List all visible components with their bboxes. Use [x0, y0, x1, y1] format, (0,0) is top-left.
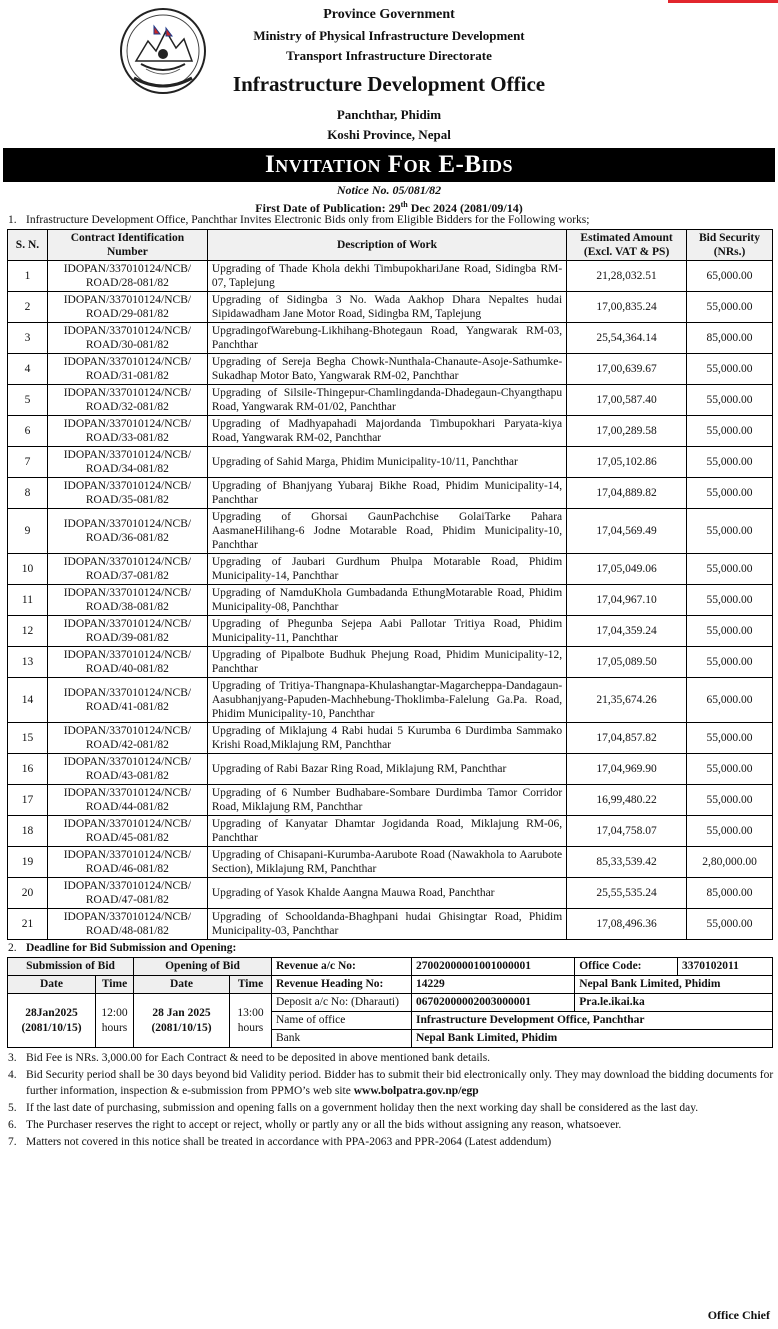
- row-description: Upgrading of Chisapani-Kurumba-Aarubote Road (Nawakhola to Aarubote Section), Miklajung RM, Panchthar: [207, 847, 566, 878]
- row-sn: 3: [8, 323, 48, 354]
- row-security: 85,000.00: [687, 878, 773, 909]
- row-contract-id: IDOPAN/337010124/NCB/ ROAD/39-081/82: [47, 616, 207, 647]
- table-row: [8, 678, 773, 723]
- note-num: 5.: [8, 1102, 17, 1114]
- table-row: [8, 585, 773, 616]
- row-contract-id: IDOPAN/337010124/NCB/ ROAD/34-081/82: [47, 447, 207, 478]
- row-security: 55,000.00: [687, 754, 773, 785]
- table-row: [8, 261, 773, 292]
- table-row: [8, 416, 773, 447]
- open-time-label: Time: [230, 976, 272, 994]
- note-link[interactable]: www.bolpatra.gov.np/egp: [353, 1085, 479, 1097]
- deadline-num: 2.: [8, 942, 17, 954]
- row-sn: 21: [8, 909, 48, 940]
- row-contract-id: IDOPAN/337010124/NCB/ ROAD/38-081/82: [47, 585, 207, 616]
- table-row: [8, 354, 773, 385]
- office-code-label: Office Code:: [575, 958, 678, 976]
- row-contract-id: IDOPAN/337010124/NCB/ ROAD/48-081/82: [47, 909, 207, 940]
- row-sn: 15: [8, 723, 48, 754]
- row-sn: 8: [8, 478, 48, 509]
- row-description: Upgrading of Bhanjyang Yubaraj Bikhe Road, Phidim Municipality-14, Panchthar: [207, 478, 566, 509]
- row-sn: 10: [8, 554, 48, 585]
- row-contract-id: IDOPAN/337010124/NCB/ ROAD/42-081/82: [47, 723, 207, 754]
- row-security: 55,000.00: [687, 292, 773, 323]
- row-contract-id: IDOPAN/337010124/NCB/ ROAD/29-081/82: [47, 292, 207, 323]
- intro-paragraph: [4, 213, 774, 227]
- sub-date-label: Date: [8, 976, 96, 994]
- row-contract-id: IDOPAN/337010124/NCB/ ROAD/40-081/82: [47, 647, 207, 678]
- row-security: 2,80,000.00: [687, 847, 773, 878]
- row-description: Upgrading of Sahid Marga, Phidim Municipality-10/11, Panchthar: [207, 447, 566, 478]
- row-amount: 17,08,496.36: [567, 909, 687, 940]
- row-security: 55,000.00: [687, 616, 773, 647]
- signoff: Office Chief: [707, 1308, 770, 1322]
- notes-list: [4, 1050, 774, 1150]
- row-amount: 17,04,889.82: [567, 478, 687, 509]
- row-description: Upgrading of Pipalbote Budhuk Phejung Road, Phidim Municipality-12, Panchthar: [207, 647, 566, 678]
- open-date-label: Date: [134, 976, 230, 994]
- header-line-1: Province Government: [323, 7, 455, 22]
- row-contract-id: IDOPAN/337010124/NCB/ ROAD/36-081/82: [47, 509, 207, 554]
- note-item: [4, 1134, 774, 1150]
- row-amount: 25,54,364.14: [567, 323, 687, 354]
- row-security: 65,000.00: [687, 678, 773, 723]
- row-sn: 1: [8, 261, 48, 292]
- note-item: [4, 1117, 774, 1133]
- row-sn: 12: [8, 616, 48, 647]
- table-row: [8, 323, 773, 354]
- header-desc: Description of Work: [207, 230, 566, 261]
- row-contract-id: IDOPAN/337010124/NCB/ ROAD/37-081/82: [47, 554, 207, 585]
- publication-date: [4, 197, 774, 213]
- table-header-row: [8, 230, 773, 261]
- submission-time: 12:00 hours: [96, 994, 134, 1048]
- row-description: Upgrading of Tritiya-Thangnapa-Khulashangtar-Magarcheppa-Dandagaun-Aasubhanjyang-Papuden-Machhebung-Thoklimba-Falelung Ga.Pa. Road, Phidim Municipality-10, Panchthar: [207, 678, 566, 723]
- row-amount: 17,04,758.07: [567, 816, 687, 847]
- table-row: [8, 292, 773, 323]
- row-security: 55,000.00: [687, 478, 773, 509]
- row-contract-id: IDOPAN/337010124/NCB/ ROAD/47-081/82: [47, 878, 207, 909]
- note-text: Bid Fee is NRs. 3,000.00 for Each Contract & need to be deposited in above mentioned bank details.: [26, 1052, 491, 1064]
- row-contract-id: IDOPAN/337010124/NCB/ ROAD/35-081/82: [47, 478, 207, 509]
- row-security: 55,000.00: [687, 416, 773, 447]
- row-security: 65,000.00: [687, 261, 773, 292]
- row-description: Upgrading of Rabi Bazar Ring Road, Miklajung RM, Panchthar: [207, 754, 566, 785]
- row-description: Upgrading of Ghorsai GaunPachchise GolaiTarke Pahara AasmaneHilihang-6 Jodne Motarable Road, Phidim Municipality-10, Panchthar: [207, 509, 566, 554]
- row-amount: 17,04,967.10: [567, 585, 687, 616]
- banner-title: Invitation For E-Bids: [3, 148, 775, 182]
- row-amount: 85,33,539.42: [567, 847, 687, 878]
- row-sn: 11: [8, 585, 48, 616]
- table-row: [8, 385, 773, 416]
- table-row: [8, 647, 773, 678]
- row-sn: 6: [8, 416, 48, 447]
- address-line-1: Panchthar, Phidim: [336, 107, 442, 122]
- note-num: 7.: [8, 1136, 17, 1148]
- row-amount: 17,05,102.86: [567, 447, 687, 478]
- header-amount: Estimated Amount (Excl. VAT & PS): [567, 230, 687, 261]
- row-security: 55,000.00: [687, 585, 773, 616]
- row-sn: 17: [8, 785, 48, 816]
- table-row: [8, 447, 773, 478]
- row-sn: 2: [8, 292, 48, 323]
- deadline-table: [7, 957, 773, 1048]
- pub-sup: th: [400, 200, 408, 209]
- note-item: [4, 1050, 774, 1066]
- note-item: [4, 1100, 774, 1116]
- deposit-extra: Pra.le.ikai.ka: [575, 994, 773, 1012]
- pub-suffix: Dec 2024 (2081/09/14): [407, 201, 523, 215]
- row-amount: 16,99,480.22: [567, 785, 687, 816]
- table-row: [8, 554, 773, 585]
- row-security: 55,000.00: [687, 909, 773, 940]
- note-num: 4.: [8, 1069, 17, 1081]
- note-text: If the last date of purchasing, submission and opening falls on a government holiday then the next working day shall be considered as the last day.: [26, 1102, 699, 1114]
- row-amount: 17,04,857.82: [567, 723, 687, 754]
- table-row: [8, 509, 773, 554]
- row-security: 55,000.00: [687, 816, 773, 847]
- table-row: [8, 878, 773, 909]
- office-title: Infrastructure Development Office: [232, 72, 546, 96]
- table-row: [8, 785, 773, 816]
- revenue-ac-value: 27002000001001000001: [412, 958, 575, 976]
- table-row: [8, 909, 773, 940]
- table-row: [8, 816, 773, 847]
- note-text: Bid Security period shall be 30 days beyond bid Validity period. Bidder has to submit their bid electronically only. They may download the bidding documents for further information, inspection & e-submission from PPMO’s web site: [26, 1069, 774, 1097]
- note-text: Matters not covered in this notice shall be treated in accordance with PPA-2063 and PPR-2064 (Latest addendum): [26, 1136, 552, 1148]
- sub-time-label: Time: [96, 976, 134, 994]
- row-description: Upgrading of Thade Khola dekhi TimbupokhariJane Road, Sidingba RM-07, Taplejung: [207, 261, 566, 292]
- office-name-label: Name of office: [272, 1012, 412, 1030]
- table-row: [8, 478, 773, 509]
- row-security: 55,000.00: [687, 554, 773, 585]
- row-amount: 25,55,535.24: [567, 878, 687, 909]
- deposit-value: 06702000002003000001: [412, 994, 575, 1012]
- row-description: Upgrading of Silsile-Thingepur-Chamlingdanda-Dhadegaun-Chyangthapu Road, Yangwarak RM-01/02, Panchthar: [207, 385, 566, 416]
- row-description: Upgrading of Phegunba Sejepa Aabi Pallotar Tritiya Road, Phidim Municipality-11, Panchthar: [207, 616, 566, 647]
- table-row: [8, 616, 773, 647]
- row-amount: 21,35,674.26: [567, 678, 687, 723]
- office-name-value: Infrastructure Development Office, Panchthar: [412, 1012, 773, 1030]
- row-contract-id: IDOPAN/337010124/NCB/ ROAD/43-081/82: [47, 754, 207, 785]
- row-contract-id: IDOPAN/337010124/NCB/ ROAD/41-081/82: [47, 678, 207, 723]
- row-security: 55,000.00: [687, 723, 773, 754]
- header-line-2: Ministry of Physical Infrastructure Development: [253, 28, 525, 43]
- row-amount: 17,00,587.40: [567, 385, 687, 416]
- note-body: [26, 1067, 774, 1099]
- row-contract-id: IDOPAN/337010124/NCB/ ROAD/28-081/82: [47, 261, 207, 292]
- row-amount: 21,28,032.51: [567, 261, 687, 292]
- works-table: [7, 229, 773, 940]
- row-security: 55,000.00: [687, 447, 773, 478]
- note-body: [26, 1134, 551, 1150]
- deposit-label: Deposit a/c No: (Dharauti): [272, 994, 412, 1012]
- row-amount: 17,04,569.49: [567, 509, 687, 554]
- row-amount: 17,04,359.24: [567, 616, 687, 647]
- table-row: [8, 723, 773, 754]
- row-security: 55,000.00: [687, 385, 773, 416]
- row-sn: 9: [8, 509, 48, 554]
- header-id: Contract Identification Number: [47, 230, 207, 261]
- bank-value: Nepal Bank Limited, Phidim: [412, 1030, 773, 1048]
- row-security: 55,000.00: [687, 354, 773, 385]
- row-amount: 17,00,639.67: [567, 354, 687, 385]
- row-description: Upgrading of 6 Number Budhabare-Sombare Durdimba Tamor Corridor Road, Miklajung RM, Panchthar: [207, 785, 566, 816]
- header-security: Bid Security (NRs.): [687, 230, 773, 261]
- row-sn: 7: [8, 447, 48, 478]
- note-num: 6.: [8, 1119, 17, 1131]
- row-contract-id: IDOPAN/337010124/NCB/ ROAD/32-081/82: [47, 385, 207, 416]
- header: [4, 0, 774, 148]
- note-item: [4, 1067, 774, 1099]
- row-contract-id: IDOPAN/337010124/NCB/ ROAD/33-081/82: [47, 416, 207, 447]
- row-contract-id: IDOPAN/337010124/NCB/ ROAD/45-081/82: [47, 816, 207, 847]
- opening-time: 13:00 hours: [230, 994, 272, 1048]
- row-description: Upgrading of Miklajung 4 Rabi hudai 5 Kurumba 6 Durdimba Sammako Krishi Road,Miklajung RM, Panchthar: [207, 723, 566, 754]
- row-sn: 4: [8, 354, 48, 385]
- row-amount: 17,00,289.58: [567, 416, 687, 447]
- note-body: [26, 1050, 490, 1066]
- row-sn: 14: [8, 678, 48, 723]
- deadline-title: Deadline for Bid Submission and Opening:: [26, 942, 237, 954]
- header-line-3: Transport Infrastructure Directorate: [286, 48, 492, 63]
- note-num: 3.: [8, 1052, 17, 1064]
- row-contract-id: IDOPAN/337010124/NCB/ ROAD/46-081/82: [47, 847, 207, 878]
- table-row: [8, 847, 773, 878]
- row-security: 85,000.00: [687, 323, 773, 354]
- revenue-heading-value: 14229: [412, 976, 575, 994]
- address-line-2: Koshi Province, Nepal: [327, 127, 451, 142]
- row-sn: 19: [8, 847, 48, 878]
- row-description: Upgrading of Jaubari Gurdhum Phulpa Motarable Road, Phidim Municipality-14, Panchthar: [207, 554, 566, 585]
- note-text: The Purchaser reserves the right to accept or reject, wholly or partly any or all the bids without assigning any reason, whatsoever.: [26, 1119, 622, 1131]
- pub-prefix: First Date of Publication: 29: [255, 201, 401, 215]
- intro-num: 1.: [8, 214, 17, 226]
- notice-number: Notice No. 05/081/82: [336, 183, 442, 197]
- header-sn: S. N.: [8, 230, 48, 261]
- bank-label: Bank: [272, 1030, 412, 1048]
- row-amount: 17,05,089.50: [567, 647, 687, 678]
- row-sn: 16: [8, 754, 48, 785]
- row-sn: 5: [8, 385, 48, 416]
- row-security: 55,000.00: [687, 647, 773, 678]
- submission-date: 28Jan2025 (2081/10/15): [8, 994, 96, 1048]
- row-description: Upgrading of Kanyatar Dhamtar Jogidanda Road, Miklajung RM-06, Panchthar: [207, 816, 566, 847]
- row-security: 55,000.00: [687, 785, 773, 816]
- opening-of-bid-label: Opening of Bid: [134, 958, 272, 976]
- row-sn: 13: [8, 647, 48, 678]
- revenue-ac-label: Revenue a/c No:: [272, 958, 412, 976]
- row-contract-id: IDOPAN/337010124/NCB/ ROAD/30-081/82: [47, 323, 207, 354]
- intro-text: Infrastructure Development Office, Panchthar Invites Electronic Bids only from Eligible Bidders for the Following works;: [26, 214, 590, 226]
- row-description: Upgrading of Sidingba 3 No. Wada Aakhop Dhara Nepaltes hudai Sipidawadham Jane Motor Road, Sidingba RM, Taplejung: [207, 292, 566, 323]
- table-row: [8, 754, 773, 785]
- revenue-bank: Nepal Bank Limited, Phidim: [575, 976, 773, 994]
- revenue-heading-label: Revenue Heading No:: [272, 976, 412, 994]
- row-description: Upgrading of Yasok Khalde Aangna Mauwa Road, Panchthar: [207, 878, 566, 909]
- row-security: 55,000.00: [687, 509, 773, 554]
- row-amount: 17,04,969.90: [567, 754, 687, 785]
- row-description: Upgrading of Schooldanda-Bhaghpani hudai Ghisingtar Road, Phidim Municipality-03, Panchthar: [207, 909, 566, 940]
- deadline-heading: [4, 942, 774, 954]
- note-body: [26, 1117, 621, 1133]
- submission-of-bid-label: Submission of Bid: [8, 958, 134, 976]
- row-sn: 20: [8, 878, 48, 909]
- row-description: Upgrading of NamduKhola Gumbadanda EthungMotarable Road, Phidim Municipality-08, Panchthar: [207, 585, 566, 616]
- row-amount: 17,00,835.24: [567, 292, 687, 323]
- row-description: UpgradingofWarebung-Likhihang-Bhotegaun Road, Yangwarak RM-03, Panchthar: [207, 323, 566, 354]
- row-contract-id: IDOPAN/337010124/NCB/ ROAD/44-081/82: [47, 785, 207, 816]
- note-body: [26, 1100, 698, 1116]
- row-amount: 17,05,049.06: [567, 554, 687, 585]
- row-description: Upgrading of Madhyapahadi Majordanda Timbupokhari Paryata-kiya Road, Yangwarak RM-02, Panchthar: [207, 416, 566, 447]
- row-contract-id: IDOPAN/337010124/NCB/ ROAD/31-081/82: [47, 354, 207, 385]
- row-sn: 18: [8, 816, 48, 847]
- opening-date: 28 Jan 2025 (2081/10/15): [134, 994, 230, 1048]
- office-code-value: 3370102011: [678, 958, 773, 976]
- row-description: Upgrading of Sereja Begha Chowk-Nunthala-Chanaute-Asoje-Sathumke-Sukadhap Motor Bato, Yangwarak RM-02, Panchthar: [207, 354, 566, 385]
